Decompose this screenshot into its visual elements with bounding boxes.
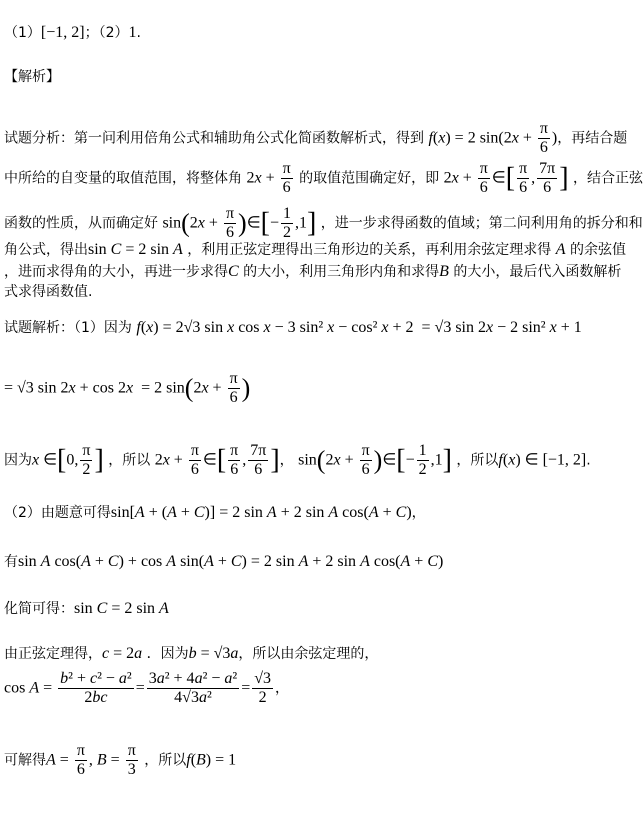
solution-line-9: 可解得A = $\frac{\pi}{6}$ , B = $\frac{\pi}{3}$ ，所以f(B) = 1: [4, 742, 237, 778]
answer-2: 1: [128, 24, 137, 41]
solution-text: 可解得: [4, 752, 46, 769]
math-part2-eq: sin[A + (A + C)] = 2 sin A + 2 sin A cos(A + C): [110, 504, 412, 521]
analysis-text: 角公式，得出: [4, 242, 88, 258]
solution-text: ，: [275, 680, 289, 697]
math-angle: 2x +: [246, 169, 279, 187]
analysis-line-3: 函数的性质，从而确定好 sin(2x + $\frac{\pi}{6}$ )∈[− $\frac{1}{2}$ ,1] ，进一步求得函数的值域；第二问利用角的拆分和和: [4, 205, 643, 241]
math-fraction: $\frac{\pi}{2}$: [82, 442, 91, 478]
math-fraction: $\frac{1}{2}$: [282, 205, 291, 241]
solution-line-7: 由正弦定理得，c = 2a ．因为b = √3a，所以由余弦定理的，: [4, 645, 379, 662]
math-sinC: sin C = 2 sin A: [88, 241, 183, 258]
solution-text: 化简可得：: [4, 601, 74, 617]
math-fraction: $\frac{\pi}{3}$: [127, 742, 136, 778]
solution-text: ，所以: [456, 452, 499, 469]
solution-text: ，所以: [144, 752, 187, 769]
answer-end: .: [136, 25, 141, 41]
solution-text: .: [586, 452, 591, 469]
analysis-text: ，进而求得角的大小，再进一步求得: [4, 264, 228, 280]
answer-1: [−1, 2]: [40, 24, 85, 41]
math-fraction: $\frac{\pi}{6}$: [225, 205, 235, 241]
math-f-formula: f(x) = 2 sin(2x +: [428, 129, 536, 147]
analysis-line-5: ，进而求得角的大小，再进一步求得C 的大小，利用三角形内角和求得B 的大小，最后代入函数解析: [4, 263, 622, 280]
analysis-text: ，再结合题: [557, 130, 628, 147]
math-fraction: $\frac{\pi}{6}$: [361, 442, 370, 478]
solution-line-4: [4, 503, 426, 523]
math-fraction: $\frac{7\pi}{6}$: [250, 442, 267, 478]
math-expansion: sin A cos(A + C) + cos A sin(A + C) = 2 sin A + 2 sin A cos(A + C): [18, 553, 444, 570]
math-interval: 2x +: [443, 169, 476, 187]
analysis-line-2: 中所给的自变量的取值范围，将整体角 2x + $\frac{\pi}{6}$ 的取值范围确定好，即 2x + $\frac{\pi}{6}$ ∈[ $\frac{\pi}{6}$ , $\frac{7\pi}{6}$ ] ，结合正弦: [4, 160, 643, 196]
math-fraction: $\frac{\pi}{6}$: [282, 160, 291, 196]
answer-line: [4, 23, 141, 43]
math-fraction: $\frac{\pi}{6}$: [230, 442, 239, 478]
math-fraction: $\frac{\pi}{6}$: [519, 160, 528, 196]
analysis-text: 第一问利用倍角公式和辅助角公式化简函数解析式，得到: [74, 130, 424, 147]
analysis-text: ，结合正弦: [573, 170, 643, 187]
solution-text: 有: [4, 554, 18, 570]
math-fraction: $\frac{\pi}{6}$: [539, 120, 548, 156]
solution-text: ，所以: [108, 452, 151, 469]
solution-label: 试题解析：（1）因为: [4, 320, 132, 336]
analysis-line-1: 试题分析：第一问利用倍角公式和辅助角公式化简函数解析式，得到 f(x) = 2 sin(2x + $\frac{\pi}{6}$ )，再结合题: [4, 120, 628, 156]
solution-text: 因为: [4, 452, 32, 469]
math-sinC-result: sin C = 2 sin A: [74, 600, 169, 617]
analysis-text: 的余弦值: [569, 242, 626, 258]
answer-label-1: （1）: [4, 25, 41, 41]
math-fraction: $\frac{\pi}{6}$: [76, 742, 85, 778]
math-fraction: $\frac{\pi}{6}$: [479, 160, 488, 196]
analysis-label: 试题分析：: [4, 130, 74, 147]
solution-text: ，所以由余弦定理的，: [238, 646, 379, 662]
analysis-line-4: 角公式，得出sin C = 2 sin A ，利用正弦定理得出三角形边的关系，再利用余弦定理求得 A 的余弦值: [4, 241, 626, 258]
math-f-expansion: f(x) = 2√3 sin x cos x − 3 sin² x − cos² x + 2 = √3 sin 2x − 2 sin² x + 1: [136, 319, 582, 336]
math-fraction: $\frac{\pi}{6}$: [229, 370, 238, 406]
analysis-text: ，进一步求得函数的值域；第二问利用角的拆分和和: [320, 215, 643, 232]
solution-text: ，: [411, 505, 426, 521]
math-fraction: $\frac{7\pi}{6}$: [539, 160, 556, 196]
solution-line-5: [4, 552, 443, 572]
analysis-text: 的取值范围确定好，即: [299, 170, 440, 187]
analysis-text: ，利用正弦定理得出三角形边的关系，再利用余弦定理求得: [187, 242, 552, 258]
answer-separator: ；（2）: [84, 25, 129, 41]
solution-text: ．因为: [146, 646, 189, 662]
solution-line-8: cos A = $\frac{\text{b² + c² − a²}}{2bc}$ = $\frac{\text{3a² + 4a² − a²}}{\text{4√3a²}}$ = $\frac{√3}{2}$ ，: [4, 670, 289, 706]
math-fraction: $\frac{√3}{2}$: [254, 670, 271, 706]
math-fraction: $\frac{\text{b² + c² − a²}}{2bc}$: [60, 670, 132, 706]
math-fraction: $\frac{\pi}{6}$: [190, 442, 199, 478]
solution-text: （2）由题意可得: [4, 505, 111, 521]
analysis-line-6: 式求得函数值.: [4, 284, 93, 300]
solution-line-1: [4, 318, 582, 338]
analysis-text: 中所给的自变量的取值范围，将整体角: [4, 170, 242, 187]
section-title: 【解析】: [4, 69, 60, 85]
analysis-text: 的大小，最后代入函数解析: [453, 264, 622, 280]
math-fraction: $\frac{\text{3a² + 4a² − a²}}{\text{4√3a²}}$: [148, 670, 238, 706]
solution-line-3: 因为x ∈[0, $\frac{\pi}{2}$ ] ，所以 2x + $\frac{\pi}{6}$ ∈[ $\frac{\pi}{6}$ , $\frac{7\pi}{6}$ ]， sin(2x + $\frac{\pi}{6}$ )∈[− $\frac{1}{2}$ ,1] ，所以f(x) ∈ [−1, 2].: [4, 442, 591, 478]
solution-line-2: = √3 sin 2x + cos 2x = 2 sin(2x + $\frac{\pi}{6}$ ): [4, 370, 251, 406]
math-fraction: $\frac{1}{2}$: [418, 442, 427, 478]
solution-text: 由正弦定理得，: [4, 646, 102, 662]
math-simplified: = √3 sin 2x + cos 2x = 2 sin: [4, 379, 185, 397]
solution-line-6: [4, 599, 169, 619]
analysis-text: 函数的性质，从而确定好: [4, 215, 158, 232]
analysis-text: 的大小，利用三角形内角和求得: [243, 264, 440, 280]
math-sin: sin: [162, 214, 182, 232]
solution-text: ，: [279, 452, 294, 469]
